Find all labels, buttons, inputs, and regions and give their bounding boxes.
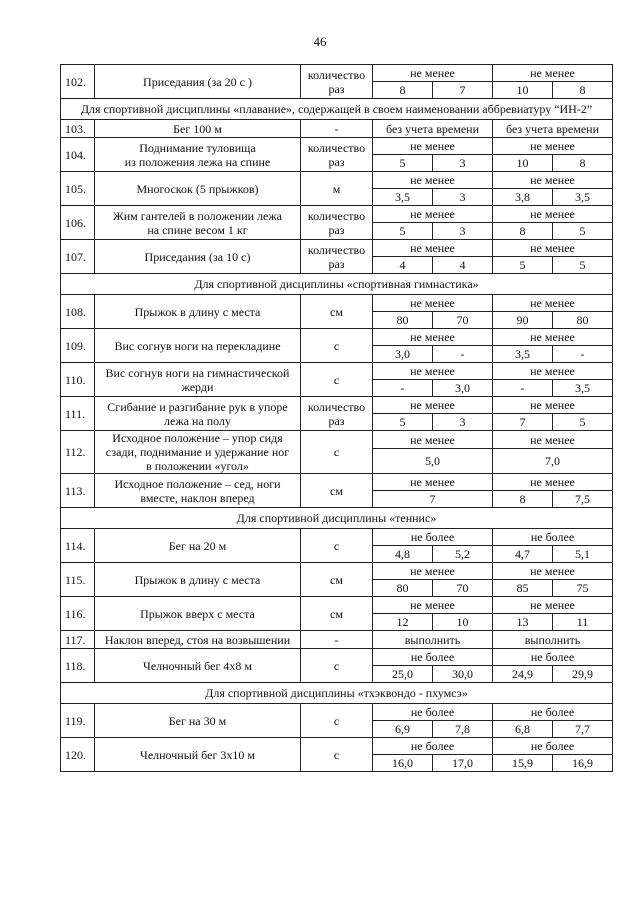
value-cell: 90 (493, 312, 553, 329)
section-title: Для спортивной дисциплины «плавание», содержащей в своем наименовании аббревиатуру “ИН-2” (61, 99, 613, 120)
value-cell: 3,5 (553, 189, 613, 206)
value-cell: 3,0 (373, 346, 433, 363)
group2-value: без учета времени (493, 120, 613, 138)
group1-header: не менее (373, 138, 493, 155)
unit: количество раз (301, 138, 373, 172)
group1-header: не менее (373, 206, 493, 223)
value-cell: 25,0 (373, 666, 433, 683)
table-row (61, 529, 613, 546)
unit: м (301, 172, 373, 206)
value-cell: 7,5 (553, 491, 613, 508)
group1-header: не менее (373, 240, 493, 257)
value-cell: 5 (553, 414, 613, 431)
row-number: 110. (61, 363, 95, 397)
section-title: Для спортивной дисциплины «тхэквондо - пхумсэ» (61, 683, 613, 704)
unit: с (301, 529, 373, 563)
table-row (61, 597, 613, 614)
row-number: 105. (61, 172, 95, 206)
value-cell: 16,0 (373, 755, 433, 772)
unit: см (301, 563, 373, 597)
unit: с (301, 738, 373, 772)
table-row (61, 738, 613, 755)
value-cell: 13 (493, 614, 553, 631)
table-row (61, 649, 613, 666)
group2-header: не менее (493, 397, 613, 414)
unit: - (301, 120, 373, 138)
row-number: 119. (61, 704, 95, 738)
group1-header: не более (373, 704, 493, 721)
group1-header: не менее (373, 597, 493, 614)
value-cell: 10 (493, 155, 553, 172)
group2-header: не более (493, 704, 613, 721)
exercise-name: Прыжок в длину с места (95, 295, 301, 329)
table-row (61, 120, 613, 138)
row-number: 111. (61, 397, 95, 431)
row-number: 115. (61, 563, 95, 597)
value-cell: 3,5 (373, 189, 433, 206)
table-row (61, 206, 613, 223)
table-row (61, 295, 613, 312)
unit: с (301, 649, 373, 683)
group2-header: не менее (493, 431, 613, 449)
group1-header: не более (373, 529, 493, 546)
value-cell: 85 (493, 580, 553, 597)
value-cell: 8 (493, 223, 553, 240)
table-row (61, 329, 613, 346)
group1-header: не менее (373, 431, 493, 449)
value-cell: 7,7 (553, 721, 613, 738)
value-cell: 6,8 (493, 721, 553, 738)
value-cell: 70 (433, 580, 493, 597)
standards-table (60, 64, 613, 772)
value-cell: 8 (553, 155, 613, 172)
group1-header: не менее (373, 397, 493, 414)
value-cell: 80 (373, 312, 433, 329)
exercise-name: Прыжок в длину с места (95, 563, 301, 597)
section-row (61, 508, 613, 529)
value-cell: 5 (553, 223, 613, 240)
value-cell: 70 (433, 312, 493, 329)
value-cell: 8 (493, 491, 553, 508)
exercise-name: Жим гантелей в положении лежа на спине весом 1 кг (95, 206, 301, 240)
exercise-name: Бег на 30 м (95, 704, 301, 738)
group1-value: 5,0 (373, 449, 493, 474)
group1-header: не менее (373, 563, 493, 580)
value-cell: 30,0 (433, 666, 493, 683)
unit: количество раз (301, 397, 373, 431)
value-cell: 5 (373, 414, 433, 431)
value-cell: 12 (373, 614, 433, 631)
page-number: 46 (313, 34, 327, 49)
exercise-name: Поднимание туловища из положения лежа на спине (95, 138, 301, 172)
unit: с (301, 329, 373, 363)
value-cell: 16,9 (553, 755, 613, 772)
row-number: 118. (61, 649, 95, 683)
row-number: 106. (61, 206, 95, 240)
value-cell: 5,1 (553, 546, 613, 563)
row-number: 114. (61, 529, 95, 563)
value-cell: 10 (493, 82, 553, 99)
value-cell: 4,8 (373, 546, 433, 563)
value-cell: - (493, 380, 553, 397)
value-cell: 3,8 (493, 189, 553, 206)
exercise-name: Приседания (за 20 с ) (95, 65, 301, 99)
group2-header: не менее (493, 363, 613, 380)
unit: см (301, 474, 373, 508)
unit: с (301, 363, 373, 397)
group2-header: не менее (493, 329, 613, 346)
table-row (61, 474, 613, 491)
exercise-name: Вис согнув ноги на гимнастической жерди (95, 363, 301, 397)
row-number: 112. (61, 431, 95, 474)
group2-header: не более (493, 738, 613, 755)
value-cell: 3 (433, 155, 493, 172)
exercise-name: Исходное положение – упор сидя сзади, поднимание и удержание ног в положении «угол» (95, 431, 301, 474)
exercise-name: Сгибание и разгибание рук в упоре лежа на полу (95, 397, 301, 431)
unit: количество раз (301, 240, 373, 274)
group2-header: не менее (493, 172, 613, 189)
value-cell: 4 (373, 257, 433, 274)
table-row (61, 138, 613, 155)
table-row (61, 172, 613, 189)
value-cell: 80 (553, 312, 613, 329)
group2-header: не менее (493, 295, 613, 312)
table-row (61, 65, 613, 82)
row-number: 113. (61, 474, 95, 508)
group1-header: не менее (373, 329, 493, 346)
table-row (61, 704, 613, 721)
value-cell: - (433, 346, 493, 363)
exercise-name: Челночный бег 3х10 м (95, 738, 301, 772)
unit: см (301, 597, 373, 631)
row-number: 109. (61, 329, 95, 363)
value-cell: 7 (433, 82, 493, 99)
value-cell: 7 (493, 414, 553, 431)
row-number: 117. (61, 631, 95, 649)
row-number: 116. (61, 597, 95, 631)
group2-header: не менее (493, 206, 613, 223)
group2-header: не менее (493, 65, 613, 82)
value-cell: 6,9 (373, 721, 433, 738)
table-row (61, 631, 613, 649)
exercise-name: Наклон вперед, стоя на возвышении (95, 631, 301, 649)
value-cell: 24,9 (493, 666, 553, 683)
group2-header: не более (493, 529, 613, 546)
row-number: 120. (61, 738, 95, 772)
group1-header: не менее (373, 65, 493, 82)
unit: с (301, 431, 373, 474)
unit: количество раз (301, 206, 373, 240)
value-cell: 3,0 (433, 380, 493, 397)
value-cell: 11 (553, 614, 613, 631)
exercise-name: Вис согнув ноги на перекладине (95, 329, 301, 363)
table-row (61, 240, 613, 257)
group1-value: без учета времени (373, 120, 493, 138)
unit: см (301, 295, 373, 329)
group1-header: не менее (373, 363, 493, 380)
value-cell: 3 (433, 223, 493, 240)
group1-header: не менее (373, 295, 493, 312)
value-cell: 4,7 (493, 546, 553, 563)
exercise-name: Многоскок (5 прыжков) (95, 172, 301, 206)
group1-header: не менее (373, 474, 493, 491)
section-row (61, 683, 613, 704)
value-cell: 5 (553, 257, 613, 274)
group2-header: не более (493, 649, 613, 666)
value-cell: 5 (493, 257, 553, 274)
group2-value: выполнить (493, 631, 613, 649)
value-cell: - (373, 380, 433, 397)
value-cell: 7,8 (433, 721, 493, 738)
group1-value: 7 (373, 491, 493, 508)
table-row (61, 363, 613, 380)
row-number: 103. (61, 120, 95, 138)
value-cell: 80 (373, 580, 433, 597)
value-cell: 8 (373, 82, 433, 99)
group1-value: выполнить (373, 631, 493, 649)
value-cell: 29,9 (553, 666, 613, 683)
value-cell: 4 (433, 257, 493, 274)
group2-header: не менее (493, 240, 613, 257)
value-cell: 3 (433, 189, 493, 206)
value-cell: 5 (373, 155, 433, 172)
value-cell: 3,5 (493, 346, 553, 363)
value-cell: - (553, 346, 613, 363)
section-title: Для спортивной дисциплины «спортивная гимнастика» (61, 274, 613, 295)
value-cell: 17,0 (433, 755, 493, 772)
value-cell: 75 (553, 580, 613, 597)
value-cell: 5,2 (433, 546, 493, 563)
section-title: Для спортивной дисциплины «теннис» (61, 508, 613, 529)
value-cell: 5 (373, 223, 433, 240)
table-row (61, 397, 613, 414)
value-cell: 15,9 (493, 755, 553, 772)
value-cell: 3 (433, 414, 493, 431)
group1-header: не менее (373, 172, 493, 189)
group2-value: 7,0 (493, 449, 613, 474)
row-number: 107. (61, 240, 95, 274)
group2-header: не менее (493, 597, 613, 614)
section-row (61, 274, 613, 295)
exercise-name: Приседания (за 10 с) (95, 240, 301, 274)
row-number: 108. (61, 295, 95, 329)
exercise-name: Прыжок вверх с места (95, 597, 301, 631)
table-row (61, 431, 613, 449)
group2-header: не менее (493, 474, 613, 491)
value-cell: 10 (433, 614, 493, 631)
exercise-name: Бег на 20 м (95, 529, 301, 563)
group2-header: не менее (493, 563, 613, 580)
value-cell: 3,5 (553, 380, 613, 397)
row-number: 104. (61, 138, 95, 172)
group1-header: не более (373, 649, 493, 666)
exercise-name: Челночный бег 4х8 м (95, 649, 301, 683)
unit: количество раз (301, 65, 373, 99)
group1-header: не более (373, 738, 493, 755)
table-row (61, 563, 613, 580)
section-row (61, 99, 613, 120)
exercise-name: Исходное положение – сед, ноги вместе, наклон вперед (95, 474, 301, 508)
unit: - (301, 631, 373, 649)
group2-header: не менее (493, 138, 613, 155)
exercise-name: Бег 100 м (95, 120, 301, 138)
unit: с (301, 704, 373, 738)
row-number: 102. (61, 65, 95, 99)
value-cell: 8 (553, 82, 613, 99)
